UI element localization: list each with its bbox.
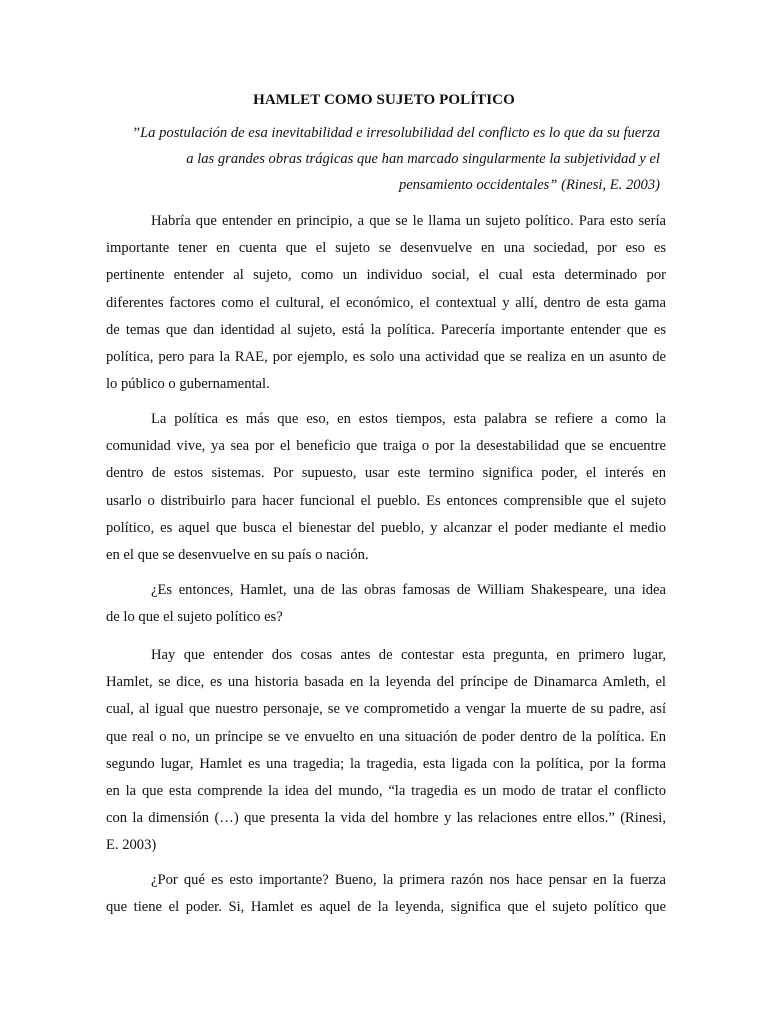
paragraph-2 [106,406,666,569]
epigraph-quote [110,120,660,198]
paragraph-line: ¿Por qué es esto importante? Bueno, la primera razón nos hace pensar en la fuerza [151,872,666,888]
epigraph-line: ”La postulación de esa inevitabilidad e irresolubilidad del conflicto es lo que da su fuerza [131,125,660,141]
paragraph-line: en el que se desenvuelve en su país o nación. [106,547,369,564]
paragraph-line: Habría que entender en principio, a que se le llama un sujeto político. Para esto sería [151,213,666,229]
paragraph-line: político, es aquel que busca el bienestar del pueblo, y alcanzar el poder mediante el medio [106,519,666,536]
paragraph-line: que tiene el poder. Si, Hamlet es aquel de la leyenda, significa que el sujeto político que [106,899,666,916]
paragraph-line: que real o no, un príncipe se ve envuelto en una situación de poder dentro de la política. En [106,728,666,745]
paragraph-line: pertinente entender al sujeto, como un individuo social, el cual esta determinado por [106,267,666,284]
paragraph-line: ¿Es entonces, Hamlet, una de las obras famosas de William Shakespeare, una idea [151,582,666,598]
paragraph-line: de lo que el sujeto político es? [106,609,283,626]
paragraph-line: E. 2003) [106,837,157,854]
epigraph-line-text: pensamiento occidentales” [398,177,558,193]
paragraph-line: La política es más que eso, en estos tiempos, esta palabra se refiere a como la [151,411,666,427]
paragraph-4 [106,642,666,860]
paragraph-line: Hay que entender dos cosas antes de contestar esta pregunta, en primero lugar, [151,647,666,663]
paragraph-3 [106,577,666,631]
paragraph-line: usarlo o distribuirlo para hacer funcional el pueblo. Es entonces comprensible que el sujeto [106,492,666,509]
paragraph-line: lo público o gubernamental. [106,376,270,393]
epigraph-citation: (Rinesi, E. 2003) [561,177,660,193]
paragraph-line: segundo lugar, Hamlet es una tragedia; la tragedia, esta ligada con la política, por la forma [106,755,666,772]
document-title: HAMLET COMO SUJETO POLÍTICO [253,92,515,108]
paragraph-1 [106,208,666,398]
paragraph-line: comunidad vive, ya sea por el beneficio que traiga o por la desestabilidad que se encuentre [106,438,666,455]
epigraph-line [110,172,660,198]
paragraph-line: en la que esta comprende la idea del mundo, “la tragedia es un modo de tratar el conflicto [106,783,666,800]
paragraph-line: política, pero para la RAE, por ejemplo, es solo una actividad que se realiza en un asunto de [106,349,666,366]
paragraph-line: diferentes factores como el cultural, el económico, el contextual y allí, dentro de esta gama [106,294,666,311]
paragraph-line: de temas que dan identidad al sujeto, está la política. Parecería importante entender que es [106,321,666,338]
paragraph-line: dentro de estos sistemas. Por supuesto, usar este termino significa poder, el interés en [106,465,666,482]
paragraph-5 [106,867,666,921]
epigraph-line: a las grandes obras trágicas que han marcado singularmente la subjetividad y el [186,151,660,167]
paragraph-line: Hamlet, se dice, es una historia basada en la leyenda del príncipe de Dinamarca Amleth, el [106,674,666,691]
paragraph-line: importante tener en cuenta que el sujeto se desenvuelve en una sociedad, por eso es [106,240,666,257]
paragraph-line: con la dimensión (…) que presenta la vida del hombre y las relaciones entre ellos.” (Rinesi, [106,810,666,827]
paragraph-line: cual, al igual que nuestro personaje, se ve comprometido a vengar la muerte de su padre, así [106,701,666,718]
